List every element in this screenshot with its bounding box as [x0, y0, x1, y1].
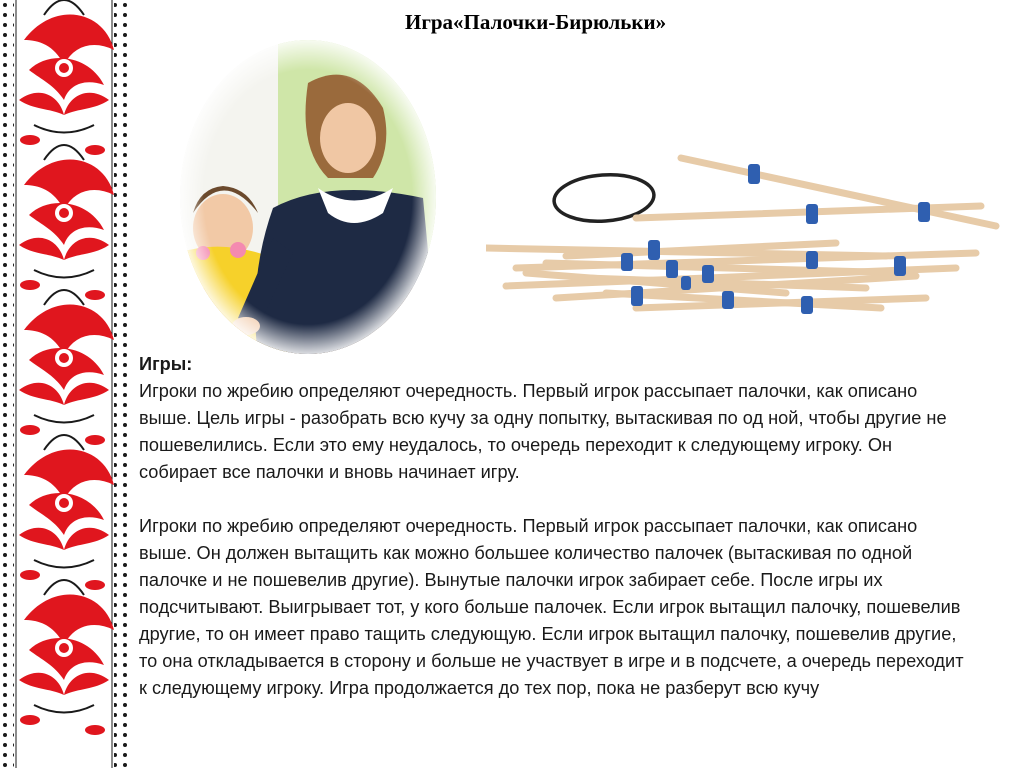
rules-heading: Игры: [139, 354, 193, 374]
khokhloma-ornament-border [0, 0, 130, 768]
rules-paragraph-1: Игроки по жребию определяют очередность. Первый игрок рассыпает палочки, как описано выше. Цель игры - разобрать всю кучу за одну попытку, вытаскивая по од ной, чтобы другие не пошевелились. Если это ему неудалось, то очередь переходит к следующему игроку. Он собирает все палочки и вновь начинает игру. [139, 381, 947, 482]
biryulki-sticks-illustration [486, 148, 1004, 328]
page-title: Игра«Палочки-Бирюльки» [405, 10, 667, 34]
paragraph-spacer [139, 486, 969, 513]
rules-text [139, 351, 969, 702]
rules-paragraph-2: Игроки по жребию определяют очередность. Первый игрок рассыпает палочки, как описано выше. Он должен вытащить как можно большее количество палочек (вытаскивая по одной палочке и не пошевелив другие). Вынутые палочки игрок забирает себе. После игры их подсчитывают. Выигрывает тот, у кого больше палочек. Если игрок вытащил палочку, пошевелив другие, то он имеет право тащить следующую. Если игрок вытащил палочку, пошевелив другие, то она откладывается в сторону и больше не участвует в игре и в подсчете, а очередь переходит к следующему игроку. Игра продолжается до тех пор, пока не разберут всю кучу [139, 516, 964, 698]
oval-photo-woman-and-girl [178, 38, 438, 356]
